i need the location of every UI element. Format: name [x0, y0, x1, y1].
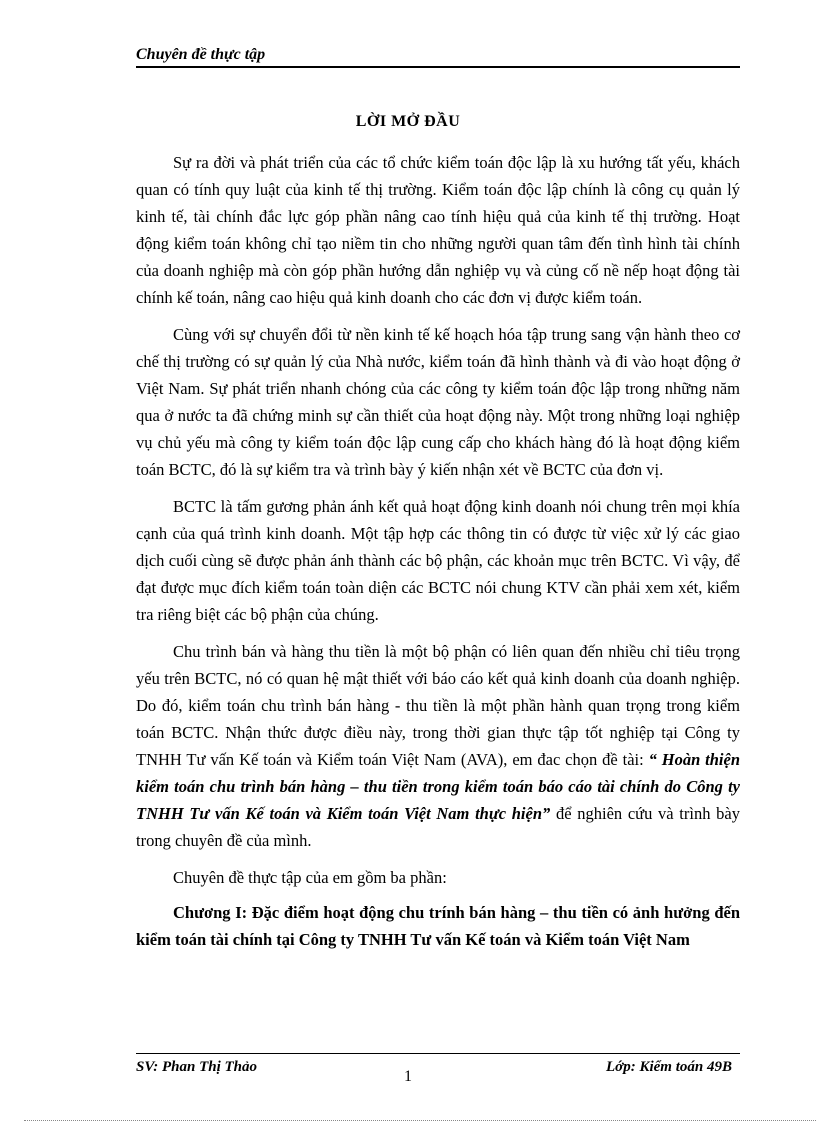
- document-body: [136, 149, 740, 953]
- paragraph-4-text-after: để nghiên cứu và trình bày trong chuyên đề của mình.: [136, 804, 740, 850]
- paragraph-3: BCTC là tấm gương phản ánh kết quả hoạt động kinh doanh nói chung trên mọi khía cạnh của quá trình kinh doanh. Một tập hợp các thông tin có được từ việc xử lý các giao dịch cuối cùng sẽ được phản ánh thành các bộ phận, các khoản mục trên BCTC. Vì vậy, để đạt được mục đích kiểm toán toàn diện các BCTC nói chung KTV cần phải xem xét, kiểm tra riêng biệt các bộ phận của chúng.: [136, 497, 740, 624]
- thesis-topic: “ Hoàn thiện kiểm toán chu trình bán hàng – thu tiền trong kiểm toán báo cáo tài chính do Công ty TNHH Tư vấn Kế toán và Kiểm toán Việt Nam thực hiện”: [136, 750, 740, 823]
- paragraph-4-text-before: Chu trình bán và hàng thu tiền là một bộ phận có liên quan đến nhiều chỉ tiêu trọng yếu trên BCTC, nó có quan hệ mật thiết với báo cáo kết quả kinh doanh của doanh nghiệp. Do đó, kiểm toán chu trình bán hàng - thu tiền là một phần hành quan trọng trong kiểm toán BCTC. Nhận thức được điều này, trong thời gian thực tập tốt nghiệp tại Công ty TNHH Tư vấn Kế toán và Kiểm toán Việt Nam (AVA), em đac chọn đề tài:: [136, 642, 740, 769]
- footer-student: SV: Phan Thị Thảo: [136, 1059, 258, 1075]
- chapter-1-heading: Chương I: Đặc điểm hoạt động chu trính bán hàng – thu tiền có ảnh hưởng đến kiểm toán tài chính tại Công ty TNHH Tư vấn Kế toán và Kiểm toán Việt Nam: [136, 903, 740, 949]
- page-header: [136, 44, 740, 68]
- paragraph-1: Sự ra đời và phát triển của các tổ chức kiểm toán độc lập là xu hướng tất yếu, khách quan có tính quy luật của kinh tế thị trường. Kiểm toán độc lập chính là công cụ quản lý kinh tế, tài chính đắc lực góp phần nâng cao tính hiệu quả của kinh tế thị trường. Hoạt động kiểm toán không chỉ tạo niềm tin cho những người quan tâm đến tình hình tài chính của doanh nghiệp mà còn góp phần hướng dẫn nghiệp vụ và củng cố nề nếp hoạt động tài chính kế toán, nâng cao hiệu quả kinh doanh cho các đơn vị được kiểm toán.: [136, 153, 740, 307]
- intro-parts: Chuyên đề thực tập của em gồm ba phần:: [173, 868, 447, 887]
- paragraph-4: [136, 638, 740, 854]
- header-title: Chuyên đề thực tập: [136, 46, 266, 63]
- bottom-divider: [24, 1120, 816, 1121]
- page-number: 1: [404, 1068, 412, 1085]
- paragraph-2: Cùng với sự chuyển đổi từ nền kinh tế kế hoạch hóa tập trung sang vận hành theo cơ chế thị trường có sự quản lý của Nhà nước, kiểm toán đã hình thành và đi vào hoạt động ở Việt Nam. Sự phát triển nhanh chóng của các công ty kiểm toán độc lập trong những năm qua ở nước ta đã chứng minh sự cần thiết của hoạt động này. Một trong những loại nghiệp vụ chủ yếu mà công ty kiểm toán độc lập cung cấp cho khách hàng đó là hoạt động kiểm toán BCTC, đó là sự kiểm tra và trình bày ý kiến nhận xét về BCTC của đơn vị.: [136, 325, 740, 479]
- footer-class: Lớp: Kiểm toán 49B: [606, 1059, 732, 1075]
- page-title: LỜI MỞ ĐẦU: [355, 113, 461, 130]
